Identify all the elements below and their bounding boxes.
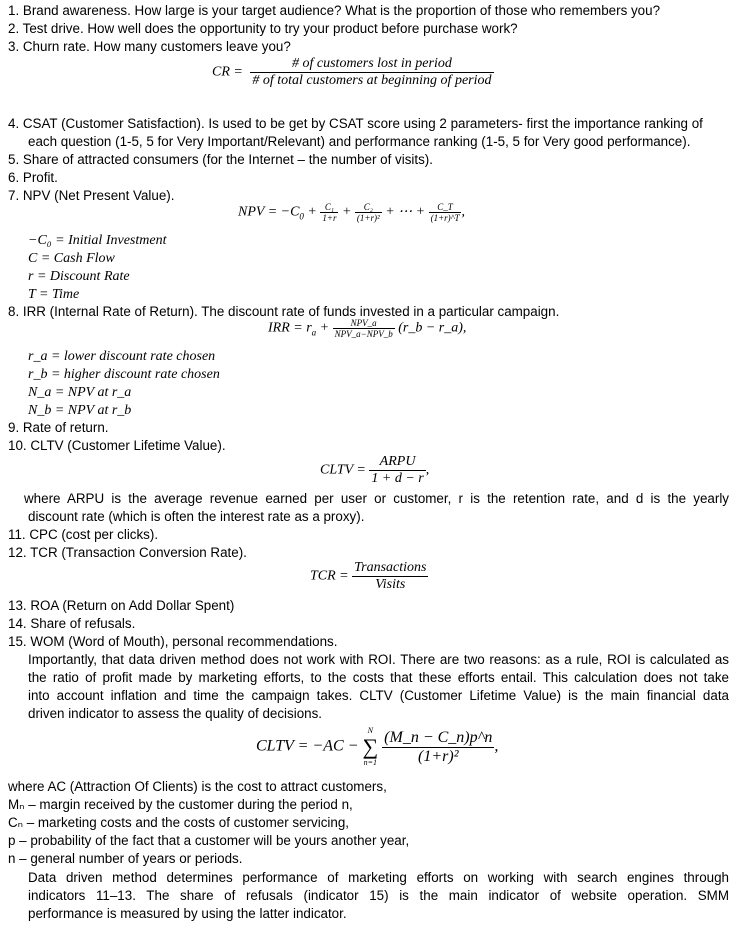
npv-def-1: C = Cash Flow <box>28 251 115 266</box>
cltv2-num: (M_n − C_n)p^n <box>384 728 493 746</box>
irr-def-3: N_b = NPV at r_b <box>28 403 132 418</box>
defs2-4: n – general number of years or periods. <box>8 851 243 866</box>
item-5: 5. Share of attracted consumers (for the Internet – the number of visits). <box>8 152 433 167</box>
para2-line3: performance is measured by using the latter indicator. <box>28 906 347 921</box>
item-4-line2: each question (1-5, 5 for Very Important/Relevant) and performance ranking (1-5, 5 for Very good performance). <box>28 134 691 149</box>
npv-dots: + ⋯ + <box>381 204 429 220</box>
tcr-formula <box>310 560 428 593</box>
para2-line1: Data driven method determines performance of marketing efforts on working with search engines through <box>28 870 729 885</box>
irr-den: NPV_a−NPV_b <box>334 329 393 339</box>
npv-t3-den: (1+r)^T <box>430 213 460 223</box>
npv-tail: , <box>461 204 465 220</box>
defs2-2: Cₙ – marketing costs and the costs of customer servicing, <box>8 815 349 830</box>
cltv-lhs: CLTV = <box>320 462 366 478</box>
defs2-3: p – probability of the fact that a customer will be yours another year, <box>8 833 410 848</box>
irr-formula <box>268 318 466 339</box>
npv-def-0: −C₀ = Initial Investment <box>28 233 167 248</box>
para1-line1: Importantly, that data driven method does not work with ROI. There are two reasons: as a rule, ROI is calculated as <box>28 652 729 667</box>
item-2: 2. Test drive. How well does the opportunity to try your product before purchase work? <box>8 21 518 36</box>
npv-formula <box>238 202 465 223</box>
defs2-0: where AC (Attraction Of Clients) is the cost to attract customers, <box>8 779 387 794</box>
npv-t2-den: (1+r)² <box>356 213 380 223</box>
item-9: 9. Rate of return. <box>8 420 109 435</box>
item-12: 12. TCR (Transaction Conversion Rate). <box>8 545 247 560</box>
npv-t1-num: C₁ <box>320 202 338 213</box>
item-13: 13. ROA (Return on Add Dollar Spent) <box>8 598 235 613</box>
irr-def-2: N_a = NPV at r_a <box>28 385 132 400</box>
tcr-lhs: TCR = <box>310 568 349 584</box>
cltv-formula <box>320 454 429 487</box>
cr-denominator: # of total customers at beginning of period <box>252 73 492 88</box>
item-7: 7. NPV (Net Present Value). <box>8 188 175 203</box>
item-15: 15. WOM (Word of Mouth), personal recommendations. <box>8 634 338 649</box>
npv-def-3: T = Time <box>28 287 80 302</box>
tcr-num: Transactions <box>354 560 427 575</box>
item-6: 6. Profit. <box>8 170 58 185</box>
npv-sub: 0 <box>299 211 304 222</box>
cr-formula <box>212 56 494 89</box>
defs2-1: Mₙ – margin received by the customer during the period n, <box>8 797 353 812</box>
item-8: 8. IRR (Internal Rate of Return). The discount rate of funds invested in a particular campaign. <box>8 304 560 319</box>
para2-line2: indicators 11–13. The share of refusals (indicator 15) is the main indicator of website operation. SMM <box>28 888 729 903</box>
para1-line2: the ratio of profit made by marketing efforts, to the costs that these efforts entail. This calculation does not take <box>28 670 729 685</box>
irr-tail: (r_b − r_a), <box>398 320 467 336</box>
irr-def-0: r_a = lower discount rate chosen <box>28 349 216 364</box>
item-3: 3. Churn rate. How many customers leave you? <box>8 39 291 54</box>
npv-t1-den: 1+r <box>322 213 337 223</box>
para1-line3: into account inflation and time the campaign takes. CLTV (Customer Lifetime Value) is the main financial data <box>28 688 729 703</box>
npv-plus-2: + <box>338 204 355 220</box>
cltv2-tail: , <box>494 737 499 755</box>
item-10: 10. CLTV (Customer Lifetime Value). <box>8 438 226 453</box>
npv-t3-num: C_T <box>429 202 462 213</box>
para1-line4: driven indicator to assess the quality of decisions. <box>28 706 323 721</box>
irr-plus: + <box>316 320 333 336</box>
tcr-den: Visits <box>375 577 406 592</box>
cltv2-lhs: CLTV = −AC − <box>256 737 359 755</box>
cr-lhs: CR = <box>212 64 243 80</box>
cltv-den: 1 + d − r <box>371 471 424 486</box>
cltv2-sum-top: N <box>367 726 373 735</box>
cr-numerator: # of customers lost in period <box>250 56 493 73</box>
npv-def-2: r = Discount Rate <box>28 269 130 284</box>
npv-t2-num: C₂ <box>355 202 382 213</box>
irr-sub: a <box>311 327 317 338</box>
cltv2-sum-bot: n=1 <box>363 758 378 767</box>
cltv-where-1: where ARPU is the average revenue earned per user or customer, r is the retention rate, and d is the yearly <box>24 491 729 506</box>
item-14: 14. Share of refusals. <box>8 616 136 631</box>
npv-lhs: NPV = −C <box>238 204 300 220</box>
cltv2-den: (1+r)² <box>418 747 459 765</box>
irr-lhs: IRR = r <box>268 320 312 336</box>
item-1: 1. Brand awareness. How large is your target audience? What is the proportion of those who remembers you? <box>8 3 661 18</box>
irr-def-1: r_b = higher discount rate chosen <box>28 367 220 382</box>
item-4-line1: 4. CSAT (Customer Satisfaction). Is used to be get by CSAT score using 2 parameters- first the importance ranking of <box>8 116 703 131</box>
item-11: 11. CPC (cost per clicks). <box>8 527 159 542</box>
cltv-num: ARPU <box>369 454 425 471</box>
cltv-tail: , <box>425 462 430 478</box>
cltv2-formula: CLTV = −AC − N ∑ n=1 $\frac{(M\_n - C\_n)p\^{}n}{\text{(1+r)²}}$ , <box>256 726 499 767</box>
irr-num: NPV_a <box>333 318 395 329</box>
cltv-where-2: discount rate (which is often the interest rate as a proxy). <box>28 509 365 524</box>
npv-plus: + <box>303 204 321 220</box>
